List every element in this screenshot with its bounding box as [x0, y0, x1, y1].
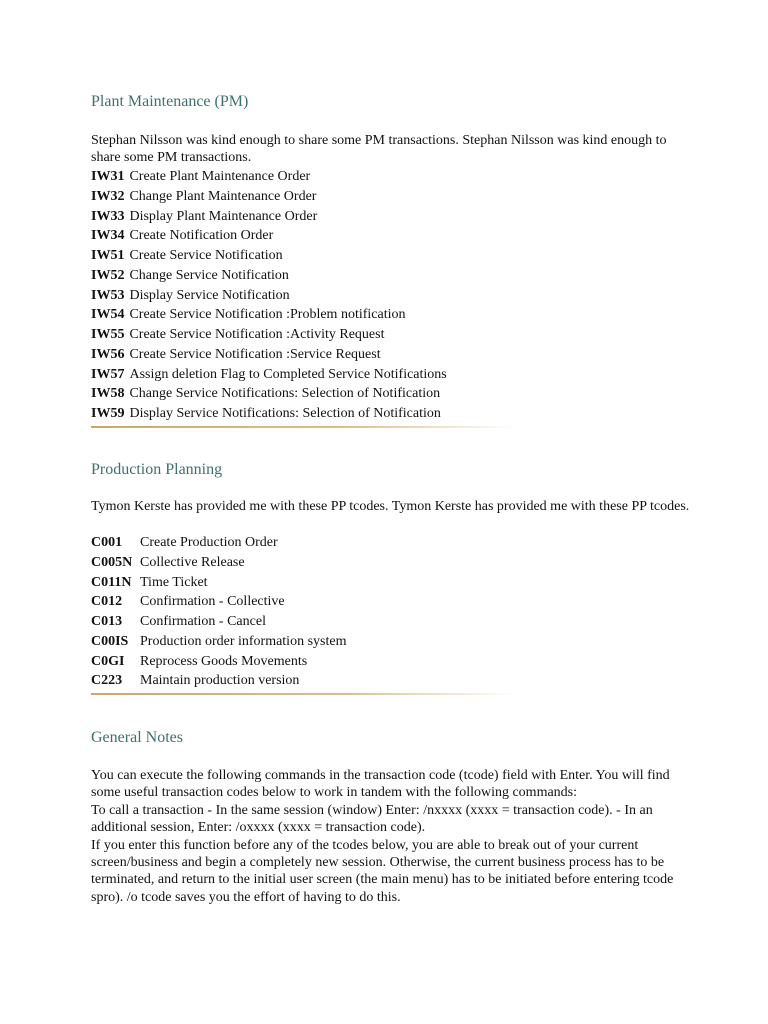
- list-item: [91, 533, 691, 553]
- tcode: IW56: [91, 346, 125, 362]
- list-item: [91, 226, 691, 246]
- tcode: IW55: [91, 327, 125, 342]
- tcode: C005N: [91, 554, 133, 570]
- tcode-description: Time Ticket: [140, 574, 208, 590]
- tcode: IW58: [91, 386, 125, 402]
- pp-intro: Tymon Kerste has provided me with these PP tcodes. Tymon Kerste has provided me with these PP tcodes.: [91, 499, 690, 514]
- tcode-description: Assign deletion Flag to Completed Service Notifications: [129, 366, 447, 382]
- notes-section-title: General Notes: [91, 729, 183, 746]
- list-item: [91, 167, 691, 187]
- tcode-description: Create Production Order: [140, 535, 278, 550]
- tcode: C00IS: [91, 633, 129, 649]
- list-item: [91, 592, 691, 612]
- notes-paragraph: You can execute the following commands in the transaction code (tcode) field with Enter. You will find some useful transaction codes below to work in tandem with the following commands:: [91, 768, 670, 801]
- section-divider: [91, 426, 516, 428]
- notes-body: [91, 767, 691, 906]
- tcode: IW33: [91, 208, 125, 224]
- pm-section-title: Plant Maintenance (PM): [91, 93, 249, 110]
- list-item: [91, 612, 691, 632]
- tcode-description: Change Service Notifications: Selection of Notification: [129, 386, 441, 402]
- tcode: IW34: [91, 228, 125, 244]
- tcode: C0GI: [91, 653, 125, 669]
- tcode-description: Confirmation - Cancel: [140, 614, 266, 629]
- tcode: IW51: [91, 248, 125, 263]
- tcode: IW32: [91, 188, 125, 204]
- tcode-description: Create Service Notification :Service Request: [129, 346, 381, 362]
- tcode: C001: [91, 535, 123, 550]
- tcode-description: Create Plant Maintenance Order: [129, 169, 311, 184]
- tcode-description: Create Service Notification :Problem notification: [129, 307, 406, 323]
- list-item: [91, 553, 691, 573]
- list-item: [91, 384, 691, 404]
- list-item: [91, 573, 691, 593]
- section-divider: [91, 693, 516, 695]
- pm-tcode-list: [91, 167, 691, 424]
- tcode: C013: [91, 614, 123, 629]
- tcode: IW31: [91, 169, 125, 184]
- pp-tcode-list: [91, 533, 691, 691]
- tcode-description: Change Service Notification: [129, 267, 289, 283]
- tcode-description: Display Service Notifications: Selection of Notification: [129, 406, 441, 421]
- tcode-description: Maintain production version: [140, 673, 300, 689]
- list-item: [91, 305, 691, 325]
- list-item: [91, 671, 691, 691]
- tcode-description: Create Service Notification :Activity Request: [129, 327, 385, 342]
- tcode: IW52: [91, 267, 125, 283]
- tcode-description: Reprocess Goods Movements: [140, 653, 308, 669]
- tcode: IW59: [91, 406, 125, 421]
- tcode: IW54: [91, 307, 125, 323]
- list-item: [91, 187, 691, 207]
- tcode: C223: [91, 673, 123, 689]
- tcode-description: Collective Release: [140, 554, 245, 570]
- list-item: [91, 286, 691, 306]
- list-item: [91, 207, 691, 227]
- pm-intro: Stephan Nilsson was kind enough to share some PM transactions. Stephan Nilsson was kind enough to share some PM transactions.: [91, 133, 667, 166]
- tcode-description: Create Service Notification: [129, 248, 283, 263]
- pp-section-title: Production Planning: [91, 461, 223, 478]
- list-item: [91, 632, 691, 652]
- notes-paragraph: If you enter this function before any of the tcodes below, you are able to break out of your current screen/business and begin a completely new session. Otherwise, the current business process has to be terminated, and return to the initial user screen (the main menu) has to be initiated before entering tcode spro). /o tcode saves you the effort of having to do this.: [91, 837, 674, 905]
- tcode-description: Display Plant Maintenance Order: [129, 208, 318, 224]
- tcode-description: Display Service Notification: [129, 287, 290, 303]
- list-item: [91, 365, 691, 385]
- list-item: [91, 345, 691, 365]
- tcode: C011N: [91, 574, 132, 590]
- tcode-description: Create Notification Order: [129, 228, 274, 244]
- tcode: IW53: [91, 287, 125, 303]
- list-item: [91, 266, 691, 286]
- list-item: [91, 246, 691, 266]
- list-item: [91, 325, 691, 345]
- list-item: [91, 652, 691, 672]
- tcode-description: Production order information system: [140, 633, 347, 649]
- tcode-description: Confirmation - Collective: [140, 594, 285, 610]
- notes-paragraph: To call a transaction - In the same session (window) Enter: /nxxxx (xxxx = transaction code). - In an additional session, Enter: /oxxxx (xxxx = transaction code).: [91, 802, 653, 836]
- tcode-description: Change Plant Maintenance Order: [129, 188, 317, 204]
- list-item: [91, 404, 691, 424]
- tcode: C012: [91, 594, 123, 610]
- tcode: IW57: [91, 366, 125, 382]
